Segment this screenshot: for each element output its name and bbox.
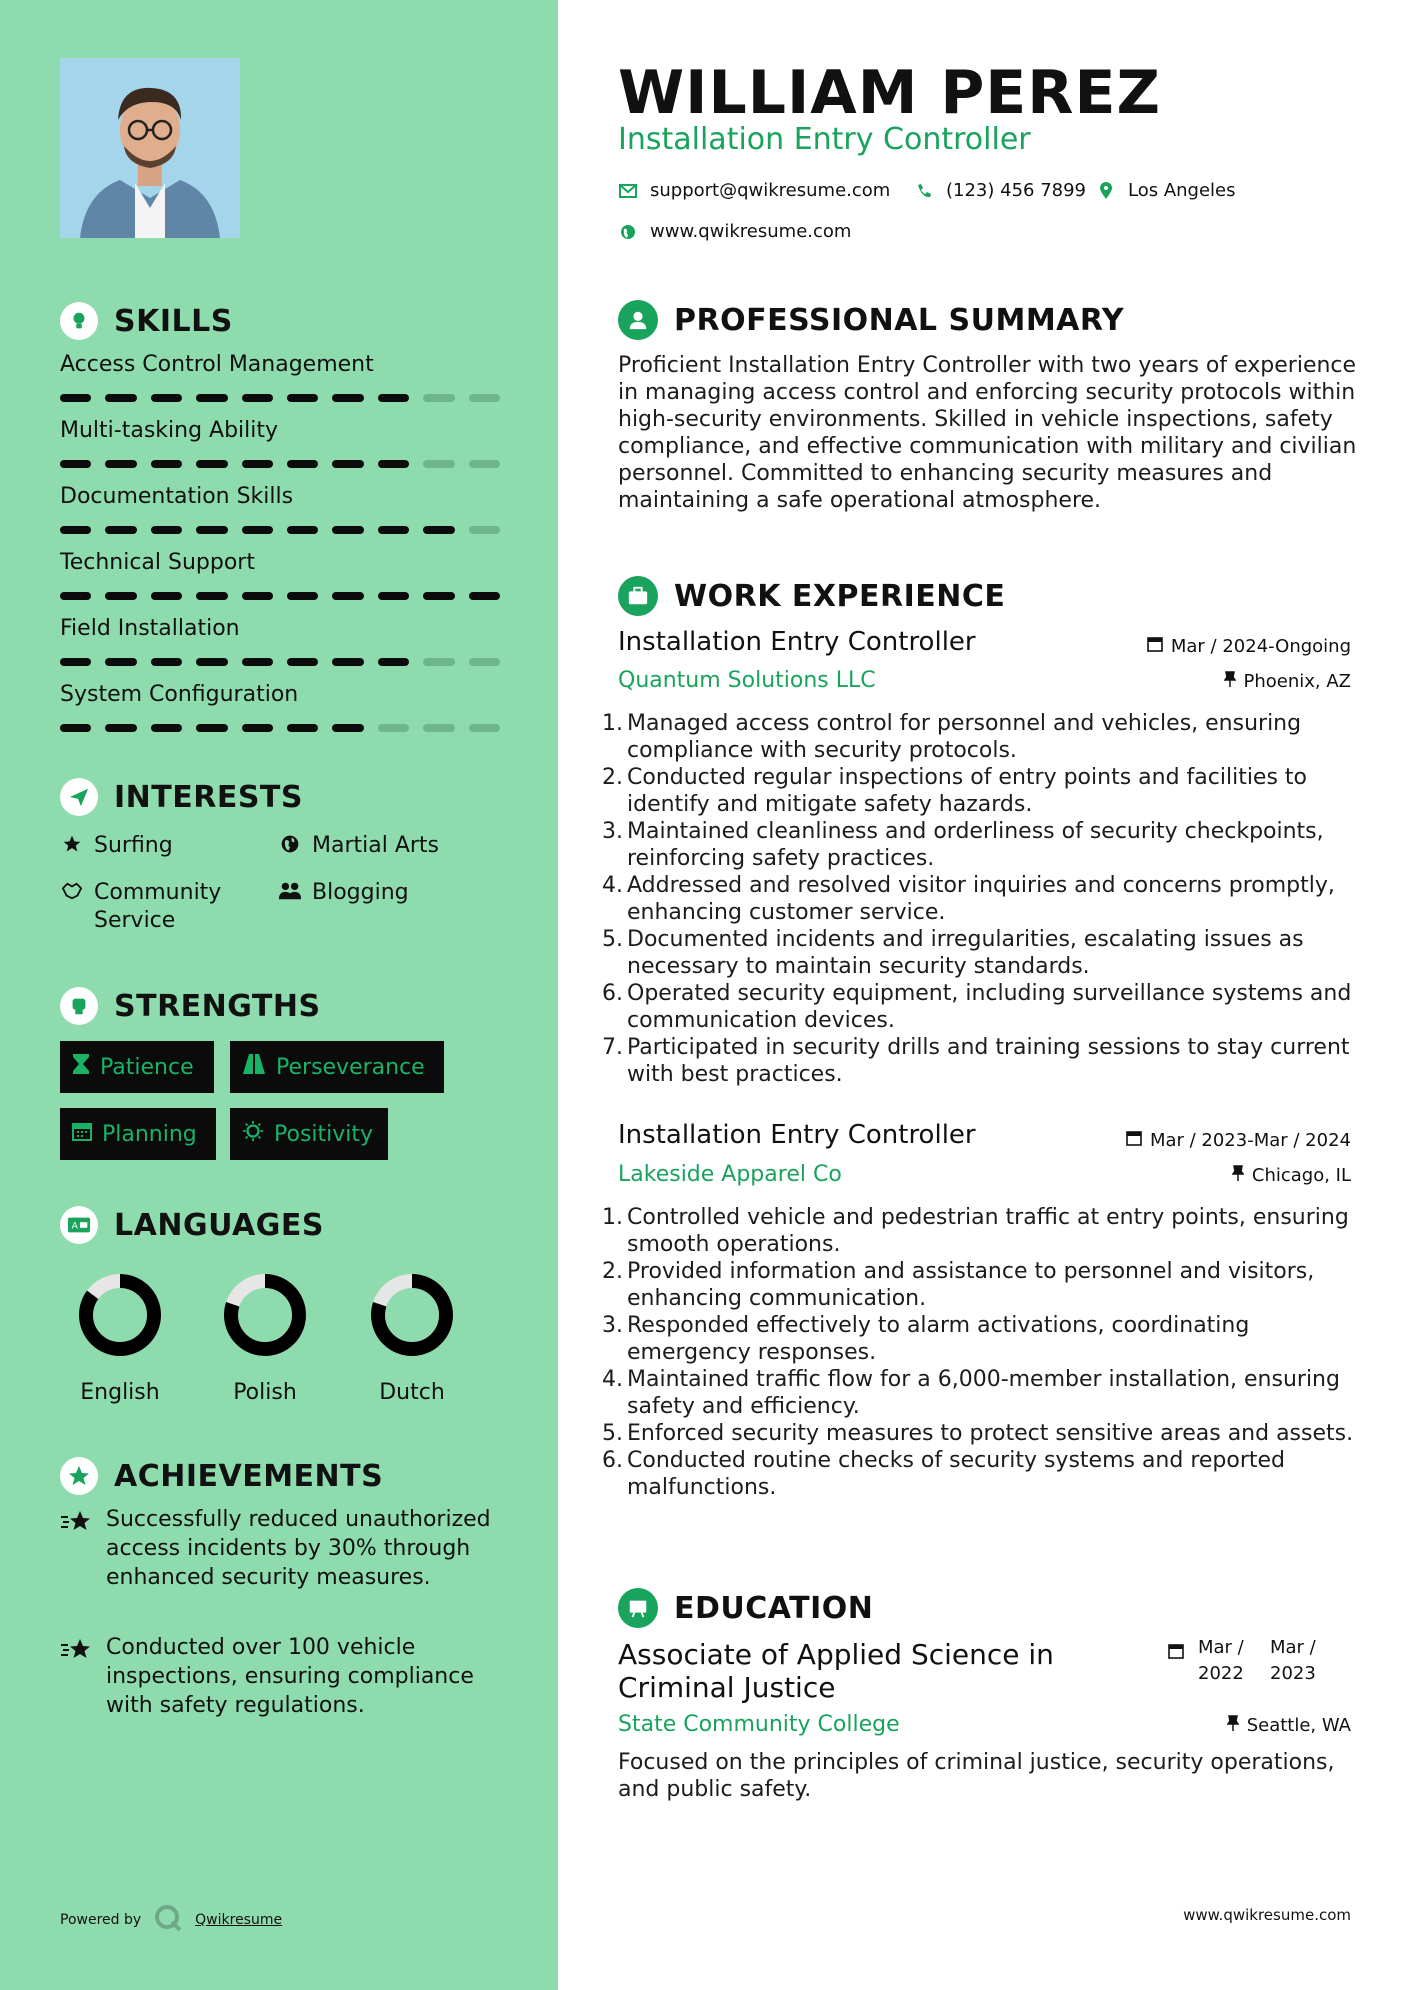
education-header <box>618 1588 873 1628</box>
strength-chip <box>230 1041 444 1093</box>
duty-item <box>602 926 1362 980</box>
education-dates <box>1168 1635 1328 1687</box>
duty-number: 1. <box>602 1205 623 1230</box>
skill-rating-dot <box>332 460 363 468</box>
badge-star-icon <box>60 1457 98 1495</box>
skill-rating-dot <box>378 658 409 666</box>
skill-item <box>60 680 500 732</box>
duty-item <box>602 764 1362 818</box>
star-icon <box>60 832 84 860</box>
envelope-icon <box>618 184 638 198</box>
skill-rating-dot <box>105 460 136 468</box>
duty-text: Provided information and assistance to personnel and visitors, enhancing communication. <box>627 1259 1315 1311</box>
skill-rating <box>60 526 500 534</box>
skill-rating-dot <box>196 394 227 402</box>
interest-item <box>278 879 409 907</box>
duty-text: Controlled vehicle and pedestrian traffic at entry points, ensuring smooth operations. <box>627 1205 1349 1257</box>
candidate-name: WILLIAM PEREZ <box>618 58 1161 128</box>
duty-item <box>602 1204 1362 1258</box>
skill-rating-dot <box>151 460 182 468</box>
skill-rating-dot <box>287 724 318 732</box>
languages-title: LANGUAGES <box>114 1207 324 1243</box>
interest-item <box>278 832 439 860</box>
duty-item <box>602 980 1362 1034</box>
skill-rating-dot <box>378 394 409 402</box>
pushpin-icon <box>1227 1715 1239 1736</box>
skill-rating-dot <box>242 394 273 402</box>
skill-rating-dot <box>151 592 182 600</box>
duty-item <box>602 1447 1362 1501</box>
skill-rating-dot <box>60 658 91 666</box>
language-item <box>65 1270 175 1405</box>
candidate-role: Installation Entry Controller <box>618 122 1031 157</box>
duty-number: 6. <box>602 1448 623 1473</box>
skill-rating-dot <box>287 394 318 402</box>
strength-label: Planning <box>102 1121 197 1147</box>
school-name: State Community College <box>618 1712 900 1737</box>
experience-title: WORK EXPERIENCE <box>674 578 1006 614</box>
achievement-item <box>60 1633 500 1720</box>
strengths-title: STRENGTHS <box>114 988 321 1024</box>
skill-rating-dot <box>196 724 227 732</box>
duty-text: Conducted regular inspections of entry points and facilities to identify and mitigate safety hazards. <box>627 765 1308 817</box>
duty-number: 7. <box>602 1035 623 1060</box>
summary-text: Proficient Installation Entry Controller with two years of experience in managing access control and enforcing security protocols within high-security environments. Skilled in vehicle inspections, safety compliance, and effective communication with military and civilian personnel. Committed to enhancing security measures and maintaining a safe operational atmosphere. <box>618 353 1357 513</box>
skill-item <box>60 548 500 600</box>
job-title: Installation Entry Controller <box>618 1120 976 1150</box>
calendar-icon <box>1147 636 1163 657</box>
pushpin-icon <box>1232 1165 1244 1186</box>
duty-item <box>602 1366 1362 1420</box>
skill-name: Multi-tasking Ability <box>60 418 279 443</box>
skill-rating-dot <box>151 658 182 666</box>
job-title: Installation Entry Controller <box>618 627 976 657</box>
interest-label: Surfing <box>94 833 173 858</box>
duty-text: Enforced security measures to protect sensitive areas and assets. <box>627 1421 1354 1446</box>
language-name: Dutch <box>379 1380 445 1405</box>
skills-header <box>60 302 233 340</box>
summary-title: PROFESSIONAL SUMMARY <box>674 302 1125 338</box>
job-dates <box>1147 636 1351 657</box>
interests-title: INTERESTS <box>114 779 303 815</box>
duty-text: Maintained cleanliness and orderliness of security checkpoints, reinforcing safety practices. <box>627 819 1324 871</box>
strength-chip <box>60 1041 214 1093</box>
duty-number: 2. <box>602 765 623 790</box>
skill-rating-dot <box>423 526 454 534</box>
experience-header <box>618 576 1005 616</box>
contact-email[interactable] <box>618 180 890 201</box>
skill-rating-dot <box>60 460 91 468</box>
skill-rating-dot <box>287 658 318 666</box>
duty-item <box>602 1420 1362 1447</box>
strength-label: Perseverance <box>276 1054 425 1080</box>
duty-item <box>602 1034 1362 1088</box>
interest-label: Blogging <box>312 880 409 905</box>
skill-rating-dot <box>60 592 91 600</box>
footer-url[interactable]: www.qwikresume.com <box>1183 1906 1351 1924</box>
job-location <box>1232 1165 1351 1186</box>
svg-text:A: A <box>71 1220 78 1232</box>
skill-rating <box>60 724 500 732</box>
skill-rating-dot <box>378 592 409 600</box>
users-icon <box>278 879 302 907</box>
skill-rating-dot <box>287 460 318 468</box>
achievement-text: Conducted over 100 vehicle inspections, ensuring compliance with safety regulations. <box>106 1635 474 1718</box>
pushpin-icon <box>1224 671 1236 692</box>
job-location-text: Phoenix, AZ <box>1243 671 1351 692</box>
job-location-text: Chicago, IL <box>1251 1165 1351 1186</box>
skill-rating-dot <box>469 526 500 534</box>
main-content <box>558 0 1407 1990</box>
duty-text: Addressed and resolved visitor inquiries and concerns promptly, enhancing customer service. <box>627 873 1335 925</box>
language-item <box>357 1270 467 1405</box>
language-ring <box>75 1270 165 1360</box>
shooting-star-icon <box>60 1505 96 1592</box>
powered-by <box>60 1903 282 1937</box>
calendar-icon <box>72 1121 92 1147</box>
skill-rating-dot <box>332 394 363 402</box>
strength-label: Positivity <box>274 1121 374 1147</box>
skill-name: Technical Support <box>60 550 255 575</box>
website-text: www.qwikresume.com <box>650 221 852 242</box>
skill-rating-dot <box>60 526 91 534</box>
skill-name: System Configuration <box>60 682 299 707</box>
skill-rating <box>60 460 500 468</box>
skill-rating-dot <box>151 526 182 534</box>
skill-rating-dot <box>332 724 363 732</box>
skill-rating-dot <box>469 460 500 468</box>
skill-rating-dot <box>242 526 273 534</box>
language-name: Polish <box>233 1380 297 1405</box>
skill-rating-dot <box>332 658 363 666</box>
contact-location <box>1096 180 1236 201</box>
language-ring <box>367 1270 457 1360</box>
skill-rating-dot <box>378 526 409 534</box>
location-text: Los Angeles <box>1128 180 1236 201</box>
shooting-star-icon <box>60 1633 96 1720</box>
briefcase-icon <box>618 576 658 616</box>
job-dates-text: Mar / 2023-Mar / 2024 <box>1149 1130 1351 1151</box>
skill-name: Field Installation <box>60 616 240 641</box>
skill-item <box>60 482 500 534</box>
education-description: Focused on the principles of criminal justice, security operations, and public safety. <box>618 1750 1335 1802</box>
skill-rating-dot <box>242 724 273 732</box>
job-duties-list <box>602 1204 1362 1501</box>
contact-website[interactable] <box>618 221 851 242</box>
skill-rating-dot <box>151 394 182 402</box>
job-dates <box>1126 1130 1351 1151</box>
calendar-icon <box>1168 1635 1184 1687</box>
skill-rating-dot <box>242 460 273 468</box>
education-end: Mar / 2023 <box>1270 1637 1316 1684</box>
skill-rating-dot <box>105 724 136 732</box>
skill-rating-dot <box>242 592 273 600</box>
interests-header <box>60 778 303 816</box>
skill-rating-dot <box>469 658 500 666</box>
powered-by-label: Powered by <box>60 1912 142 1928</box>
education-location <box>1227 1715 1351 1736</box>
road-icon <box>242 1054 266 1080</box>
skill-rating <box>60 394 500 402</box>
skill-rating-dot <box>60 394 91 402</box>
skill-rating-dot <box>469 394 500 402</box>
skill-rating-dot <box>60 724 91 732</box>
phone-icon <box>914 183 934 199</box>
achievement-text: Successfully reduced unauthorized access incidents by 30% through enhanced security measures. <box>106 1507 491 1590</box>
duty-number: 4. <box>602 873 623 898</box>
calendar-icon <box>1126 1130 1142 1151</box>
education-title: EDUCATION <box>674 1590 874 1626</box>
globe-icon <box>618 224 638 240</box>
duty-number: 5. <box>602 927 623 952</box>
hourglass-icon <box>72 1053 90 1081</box>
skill-rating-dot <box>378 460 409 468</box>
education-location-text: Seattle, WA <box>1246 1715 1351 1736</box>
globe-icon <box>278 832 302 860</box>
lightbulb-icon <box>60 302 98 340</box>
skill-name: Access Control Management <box>60 352 374 377</box>
skill-rating-dot <box>287 592 318 600</box>
skill-rating-dot <box>105 526 136 534</box>
skill-item <box>60 416 500 468</box>
duty-number: 3. <box>602 819 623 844</box>
achievements-title: ACHIEVEMENTS <box>114 1458 384 1494</box>
skill-rating-dot <box>423 592 454 600</box>
duty-text: Maintained traffic flow for a 6,000-member installation, ensuring safety and efficiency. <box>627 1367 1340 1419</box>
summary-header <box>618 300 1124 340</box>
skill-rating-dot <box>105 658 136 666</box>
job-dates-text: Mar / 2024-Ongoing <box>1170 636 1351 657</box>
graduation-icon <box>618 1588 658 1628</box>
duty-text: Documented incidents and irregularities, escalating issues as necessary to maintain security standards. <box>627 927 1304 979</box>
languages-header <box>60 1206 324 1244</box>
skill-rating-dot <box>287 526 318 534</box>
duty-number: 4. <box>602 1367 623 1392</box>
duty-number: 2. <box>602 1259 623 1284</box>
duty-number: 1. <box>602 711 623 736</box>
email-text: support@qwikresume.com <box>650 180 891 201</box>
duty-text: Managed access control for personnel and vehicles, ensuring compliance with security protocols. <box>627 711 1302 763</box>
duty-text: Conducted routine checks of security systems and reported malfunctions. <box>627 1448 1286 1500</box>
skill-name: Documentation Skills <box>60 484 294 509</box>
skill-rating-dot <box>196 526 227 534</box>
job-duties-list <box>602 710 1362 1088</box>
map-pin-icon <box>1096 182 1116 200</box>
skill-rating-dot <box>196 592 227 600</box>
company-name: Quantum Solutions LLC <box>618 668 876 693</box>
handshake-icon <box>60 879 84 935</box>
qwikresume-link[interactable]: Qwikresume <box>195 1912 283 1928</box>
duty-number: 5. <box>602 1421 623 1446</box>
user-icon <box>618 300 658 340</box>
sidebar <box>0 0 558 1990</box>
skill-rating-dot <box>105 394 136 402</box>
skill-rating-dot <box>423 658 454 666</box>
skill-rating <box>60 658 500 666</box>
paper-plane-icon <box>60 778 98 816</box>
skill-rating <box>60 592 500 600</box>
duty-item <box>602 1258 1362 1312</box>
sun-icon <box>242 1120 264 1148</box>
duty-item <box>602 1312 1362 1366</box>
duty-text: Responded effectively to alarm activations, coordinating emergency responses. <box>627 1313 1250 1365</box>
profile-photo <box>60 58 240 238</box>
skill-rating-dot <box>332 526 363 534</box>
company-name: Lakeside Apparel Co <box>618 1162 842 1187</box>
skill-rating-dot <box>423 394 454 402</box>
duty-number: 3. <box>602 1313 623 1338</box>
skill-rating-dot <box>105 592 136 600</box>
education-start: Mar / 2022 <box>1198 1637 1244 1684</box>
fist-icon <box>60 987 98 1025</box>
qwikresume-logo-icon <box>153 1903 183 1937</box>
skill-item <box>60 614 500 666</box>
strengths-header <box>60 987 321 1025</box>
skill-rating-dot <box>378 724 409 732</box>
interest-label: Martial Arts <box>312 833 440 858</box>
language-name: English <box>80 1380 160 1405</box>
contact-phone[interactable] <box>914 180 1086 201</box>
interest-item <box>60 832 173 860</box>
language-icon <box>60 1206 98 1244</box>
duty-text: Participated in security drills and training sessions to stay current with best practices. <box>627 1035 1350 1087</box>
achievements-header <box>60 1457 383 1495</box>
degree-title: Associate of Applied Science in Criminal Justice <box>618 1638 1054 1704</box>
language-item <box>210 1270 320 1405</box>
skill-rating-dot <box>196 658 227 666</box>
interest-item <box>60 879 270 935</box>
phone-text: (123) 456 7899 <box>946 180 1087 201</box>
strength-chip <box>230 1108 388 1160</box>
strength-chip <box>60 1108 216 1160</box>
duty-item <box>602 872 1362 926</box>
skill-rating-dot <box>151 724 182 732</box>
interest-label: Community Service <box>94 880 222 933</box>
skill-rating-dot <box>332 592 363 600</box>
skill-rating-dot <box>423 460 454 468</box>
duty-text: Operated security equipment, including surveillance systems and communication devices. <box>627 981 1352 1033</box>
duty-item <box>602 710 1362 764</box>
skill-item <box>60 350 500 402</box>
duty-number: 6. <box>602 981 623 1006</box>
skill-rating-dot <box>423 724 454 732</box>
skill-rating-dot <box>196 460 227 468</box>
skill-rating-dot <box>469 592 500 600</box>
skills-title: SKILLS <box>114 303 233 339</box>
duty-item <box>602 818 1362 872</box>
language-ring <box>220 1270 310 1360</box>
skill-rating-dot <box>242 658 273 666</box>
skill-rating-dot <box>469 724 500 732</box>
strength-label: Patience <box>100 1054 194 1080</box>
achievement-item <box>60 1505 500 1592</box>
job-location <box>1224 671 1352 692</box>
